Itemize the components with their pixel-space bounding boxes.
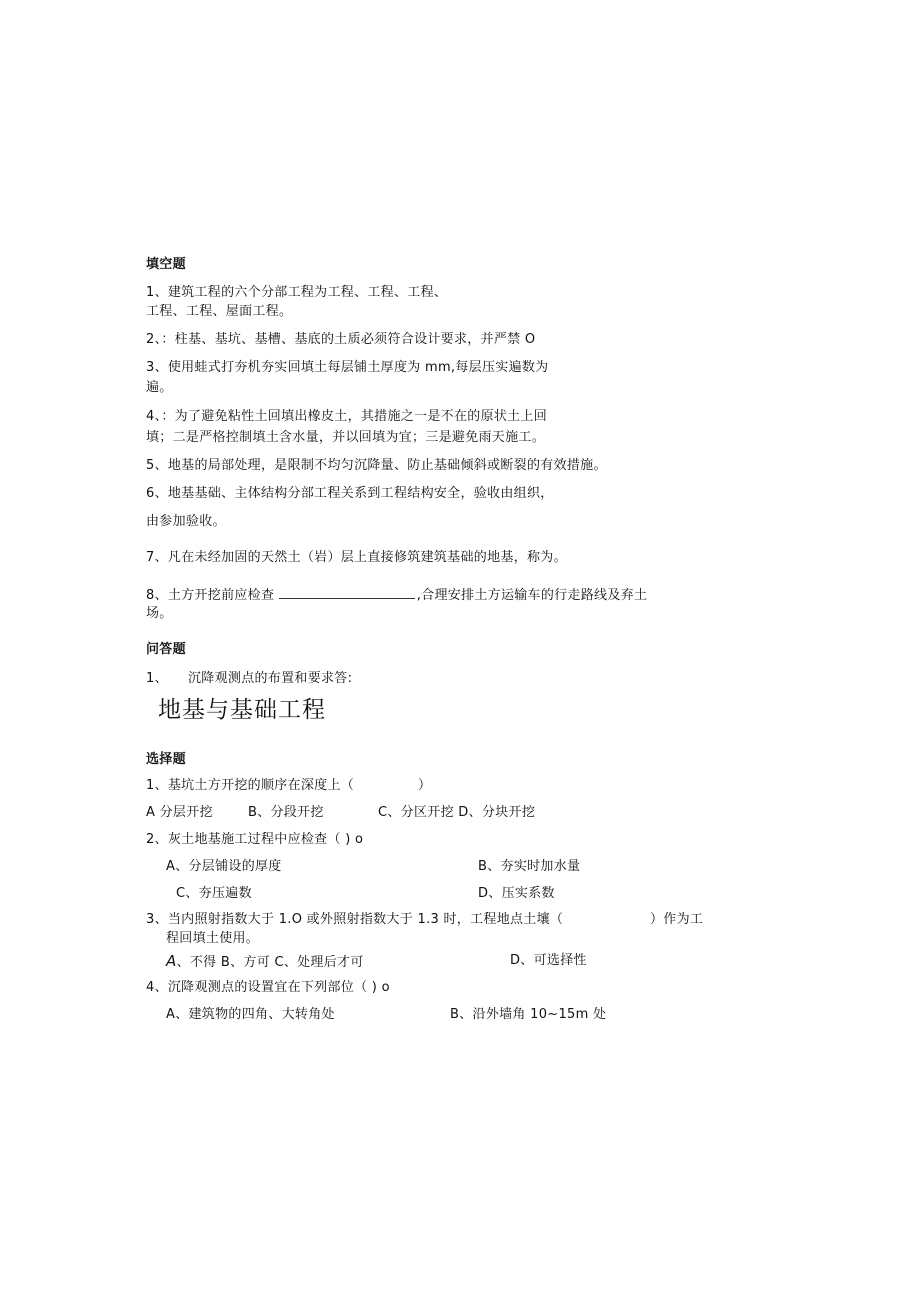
fill-blank-q8 bbox=[146, 586, 647, 604]
fill-blank-line: 场。 bbox=[146, 606, 173, 621]
q8-answer-blank[interactable] bbox=[279, 586, 415, 599]
choice-q3-line2: 程回填土使用。 bbox=[166, 931, 260, 946]
choice-q1-option-a: A 分层开挖 bbox=[146, 805, 213, 820]
choice-q1: 1、基坑土方开挖的顺序在深度上（ bbox=[146, 778, 355, 793]
fill-blank-line: 6、地基基础、主体结构分部工程关系到工程结构安全，验收由组织， bbox=[146, 486, 554, 501]
qa-question-number: 1、 bbox=[146, 671, 168, 686]
choice-q2-option-a: A、分层铺设的厚度 bbox=[166, 859, 282, 874]
qa-heading: 问答题 bbox=[146, 642, 186, 657]
choice-q4-option-a: A、建筑物的四角、大转角处 bbox=[166, 1007, 335, 1022]
choice-q3-option-d: D、可选择性 bbox=[510, 953, 587, 968]
fill-blank-line: 7、凡在未经加固的天然土（岩）层上直接修筑建筑基础的地基，称为。 bbox=[146, 550, 567, 565]
big-title: 地基与基础工程 bbox=[158, 697, 326, 723]
choice-q3-options-abc bbox=[166, 953, 364, 971]
choice-q1-option-cd: C、分区开挖 D、分块开挖 bbox=[378, 805, 536, 820]
choice-q3: 3、当内照射指数大于 1.O 或外照射指数大于 1.3 时，工程地点土壤（ bbox=[146, 912, 564, 927]
q8-suffix: ,合理安排土方运输车的行走路线及弃土 bbox=[416, 588, 648, 603]
choice-q1-close: ） bbox=[418, 778, 432, 793]
choice-q2-option-d: D、压实系数 bbox=[478, 886, 555, 901]
choice-q3-options-text: 、不得 B、方可 C、处理后才可 bbox=[176, 955, 364, 970]
fill-blank-line: 3、使用蛙式打夯机夯实回填土每层铺土厚度为 mm,每层压实遍数为 bbox=[146, 360, 549, 375]
fill-blank-line: 4、：为了避免粘性土回填出橡皮土，其措施之一是不在的原状土上回 bbox=[146, 409, 548, 424]
fill-blank-line: 1、建筑工程的六个分部工程为工程、工程、工程、 bbox=[146, 285, 448, 300]
fill-blank-line: 工程、工程、屋面工程。 bbox=[146, 304, 293, 319]
choice-q2-option-c: C、夯压遍数 bbox=[176, 886, 252, 901]
choice-q1-option-b: B、分段开挖 bbox=[248, 805, 324, 820]
fill-blank-line: 2、：柱基、基坑、基槽、基底的土质必须符合设计要求，并严禁 O bbox=[146, 332, 536, 347]
qa-question-text: 沉降观测点的布置和要求答: bbox=[188, 671, 353, 686]
choice-q3-close: ）作为工 bbox=[650, 912, 704, 927]
fill-blank-line: 5、地基的局部处理，是限制不均匀沉降量、防止基础倾斜或断裂的有效措施。 bbox=[146, 458, 607, 473]
fill-blank-heading: 填空题 bbox=[146, 257, 186, 272]
choice-q3-option-a-letter: A bbox=[166, 952, 177, 970]
fill-blank-line: 遍。 bbox=[146, 380, 173, 395]
choice-q2: 2、灰土地基施工过程中应检查（ ) o bbox=[146, 832, 364, 847]
q8-prefix: 8、土方开挖前应检查 bbox=[146, 588, 275, 603]
choice-heading: 选择题 bbox=[146, 752, 186, 767]
choice-q2-option-b: B、夯实时加水量 bbox=[478, 859, 581, 874]
choice-q4: 4、沉降观测点的设置宜在下列部位（ ) o bbox=[146, 980, 390, 995]
fill-blank-line: 填；二是严格控制填土含水量，并以回填为宜；三是避免雨天施工。 bbox=[146, 430, 546, 445]
fill-blank-line: 由参加验收。 bbox=[146, 514, 226, 529]
choice-q4-option-b: B、沿外墙角 10~15m 处 bbox=[450, 1007, 607, 1022]
